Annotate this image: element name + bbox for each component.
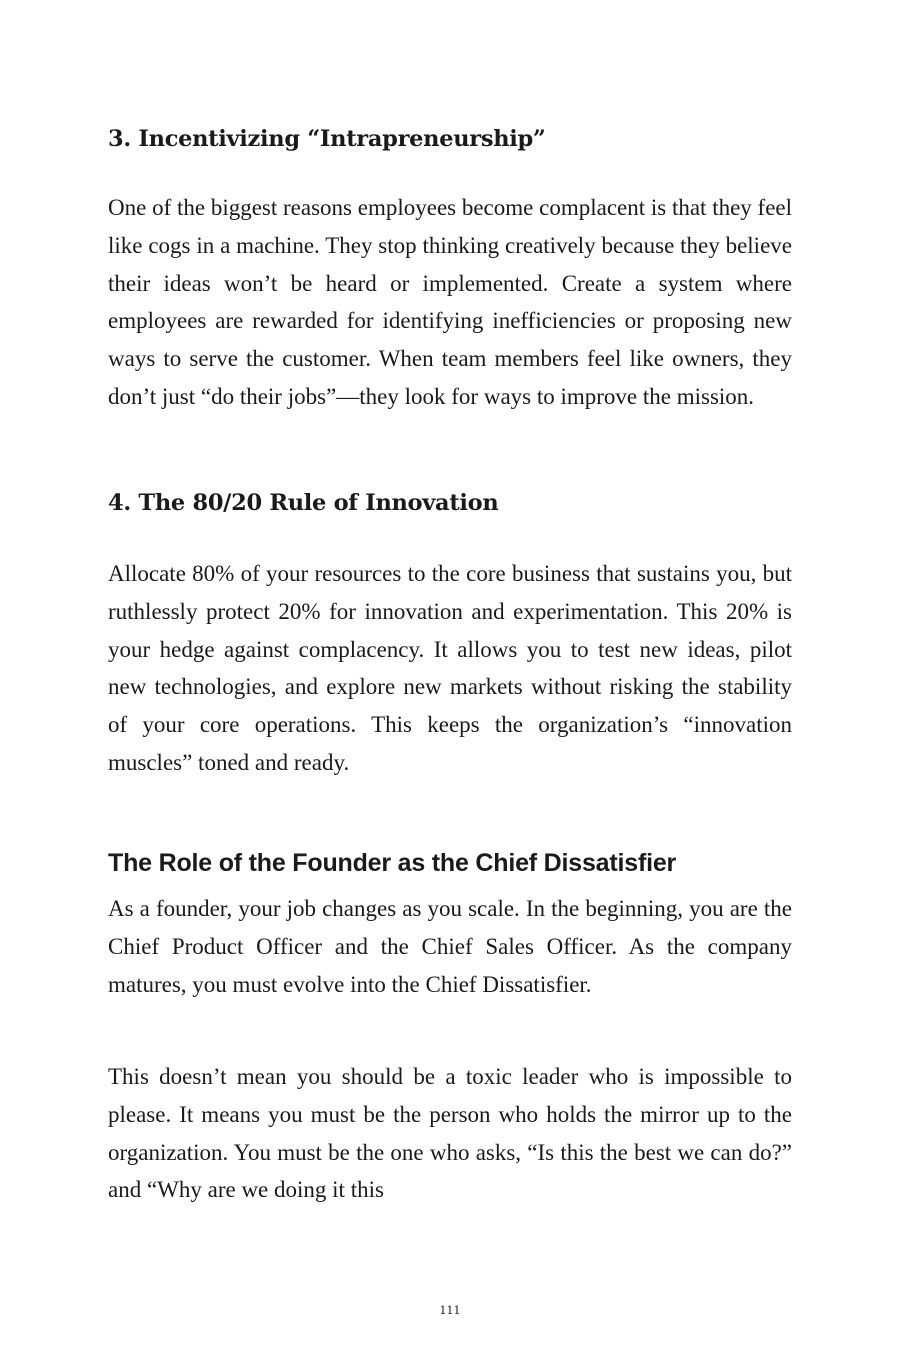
body-paragraph: As a founder, your job changes as you scale. In the beginning, you are the Chief Product Officer and the Chief Sales Officer. As the company matures, you must evolve into the Chief Dissatisfier. [108,896,792,997]
page-number: 111 [439,1304,461,1317]
body-paragraph: This doesn’t mean you should be a toxic leader who is impossible to please. It means you must be the person who holds the mirror up to the organization. You must be the one who asks, “Is this the best we can do?” and “Why are we doing it this [108,1064,792,1203]
document-page [108,0,792,1350]
section-heading-80-20-rule: 4. The 80/20 Rule of Innovation [108,490,499,516]
body-paragraph: Allocate 80% of your resources to the core business that sustains you, but ruthlessly protect 20% for innovation and experimentation. This 20% is your hedge against complacency. It allows you to test new ideas, pilot new technologies, and explore new markets without risking the stability of your core operations. This keeps the organization’s “innovation muscles” toned and ready. [108,561,792,775]
section-heading-chief-dissatisfier: The Role of the Founder as the Chief Dissatisfier [108,849,677,877]
body-paragraph: One of the biggest reasons employees become complacent is that they feel like cogs in a machine. They stop thinking creatively because they believe their ideas won’t be heard or implemented. Create a system where employees are rewarded for identifying inefficiencies or proposing new ways to serve the customer. When team members feel like owners, they don’t just “do their jobs”—they look for ways to improve the mission. [108,195,793,409]
section-heading-intrapreneurship: 3. Incentivizing “Intrapreneurship” [108,126,546,152]
